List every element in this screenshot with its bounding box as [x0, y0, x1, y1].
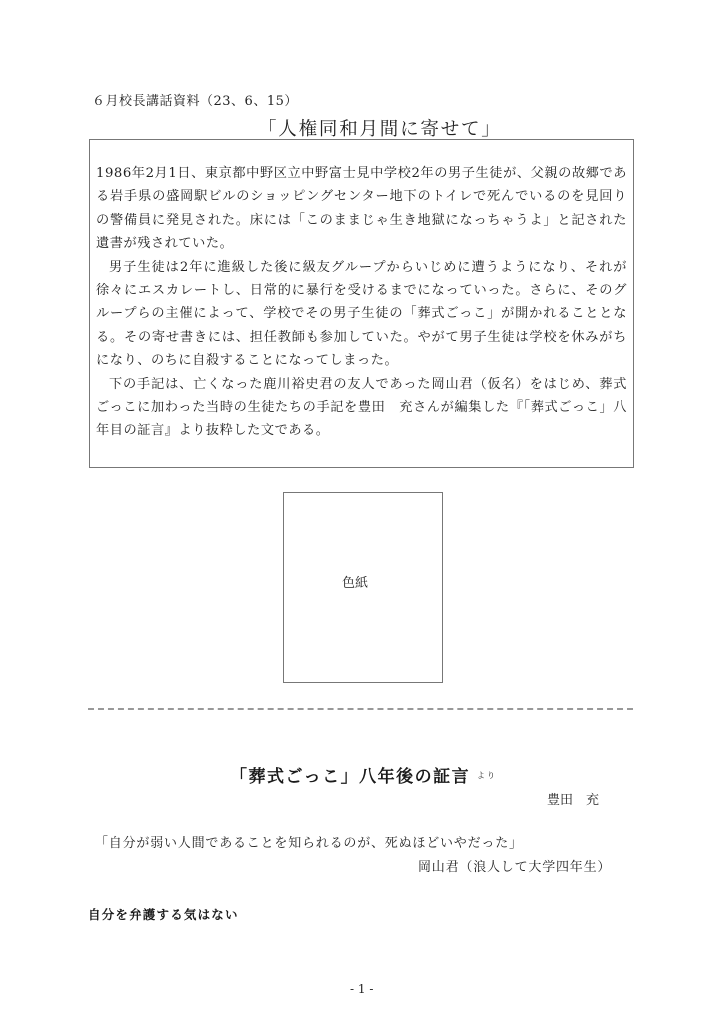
excerpt-author: 豊田 充 — [547, 793, 600, 808]
excerpt-quote: 「自分が弱い人間であることを知られるのが、死ぬほどいやだった」 — [95, 836, 523, 851]
intro-paragraph-1: 1986年2月1日、東京都中野区立中野富士見中学校2年の男子生徒が、父親の故郷である岩手県の盛岡駅ビルのショッピングセンター地下のトイレで死んでいるのを見回りの警備員に発見された。床には「このままじゃ生き地獄になっちゃうよ」と記された遺書が残されていた。 — [96, 166, 627, 252]
excerpt-title-suffix: より — [477, 771, 497, 780]
shikishi-label: 色紙 — [342, 576, 369, 591]
intro-paragraph-2: 男子生徒は2年に進級した後に級友グループからいじめに遭うようになり、それが徐々にエスカレートし、日常的に暴行を受けるまでになっていった。さらに、そのグループらの主催によって、学校でその男子生徒の「葬式ごっこ」が開かれることとなる。その寄せ書きには、担任教師も参加していた。やがて男子生徒は学校を休みがちになり、のちに自殺することになってしまった。 — [96, 259, 627, 369]
page-number: - 1 - — [350, 982, 374, 996]
intro-box — [89, 139, 634, 468]
shikishi-placeholder — [283, 492, 443, 683]
section-divider — [88, 708, 633, 710]
quote-source: 岡山君（浪人して大学四年生） — [418, 860, 612, 875]
excerpt-title: 「葬式ごっこ」八年後の証言 — [230, 767, 471, 787]
section-heading: 自分を弁護する気はない — [88, 907, 239, 922]
page-title: 「人権同和月間に寄せて」 — [258, 119, 502, 140]
document-info: ６月校長講話資料（23、6、15） — [92, 94, 298, 109]
intro-paragraph-3: 下の手記は、亡くなった鹿川裕史君の友人であった岡山君（仮名）をはじめ、葬式ごっこに加わった当時の生徒たちの手記を豊田 充さんが編集した『「葬式ごっこ」八年目の証言』より抜粋した文である。 — [96, 376, 627, 439]
